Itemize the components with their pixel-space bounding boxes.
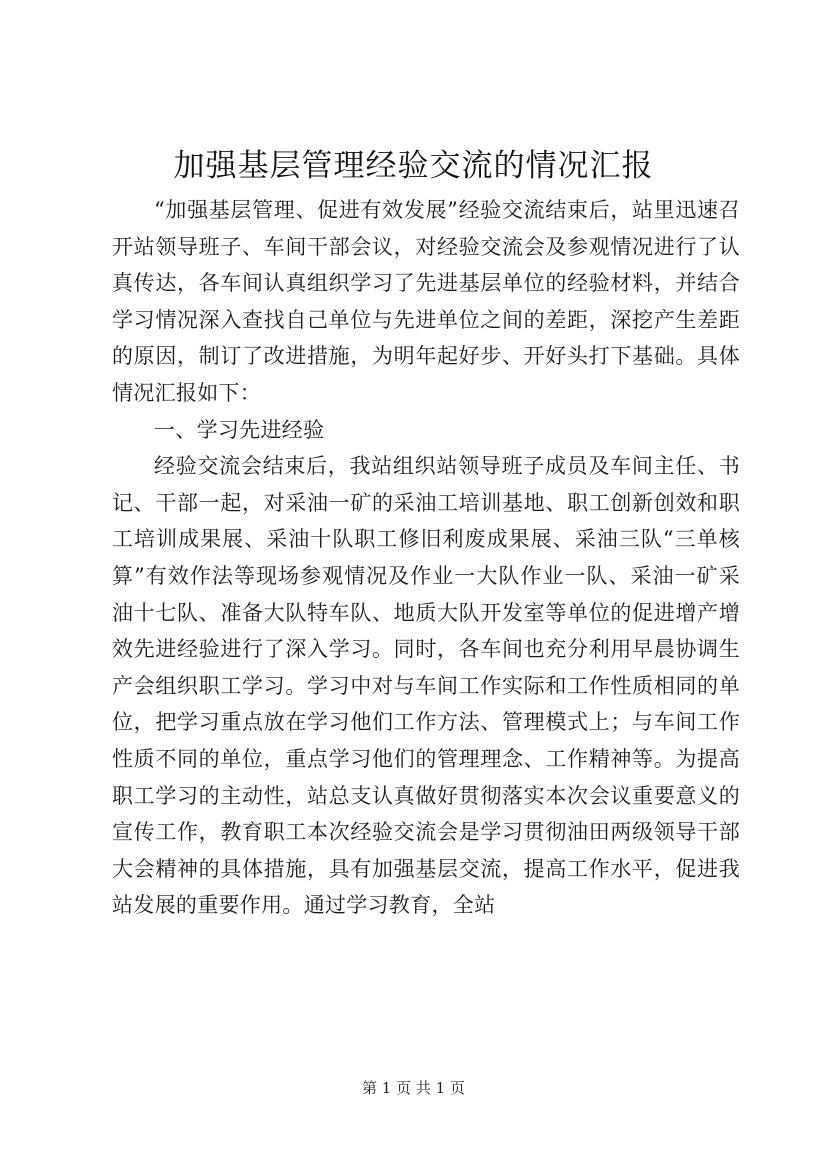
document-body xyxy=(112,192,740,924)
page-number-footer: 第 1 页 共 1 页 xyxy=(362,1079,465,1097)
paragraph-intro: “加强基层管理、促进有效发展”经验交流结束后，站里迅速召开站领导班子、车间干部会议，对经验交流会及参观情况进行了认真传达，各车间认真组织学习了先进基层单位的经验材料，并结合学习情况深入查找自己单位与先进单位之间的差距，深挖产生差距的原因，制订了改进措施，为明年起好步、开好头打下基础。具体情况汇报如下： xyxy=(112,198,740,405)
document-title: 加强基层管理经验交流的情况汇报 xyxy=(173,148,654,184)
section-heading-1: 一、学习先进经验 xyxy=(154,417,325,442)
paragraph-learning: 经验交流会结束后，我站组织站领导班子成员及车间主任、书记、干部一起，对采油一矿的采油工培训基地、职工创新创效和职工培训成果展、采油十队职工修旧利废成果展、采油三队“三单核算”有效作法等现场参观情况及作业一大队作业一队、采油一矿采油十七队、准备大队特车队、地质大队开发室等单位的促进增产增效先进经验进行了深入学习。同时，各车间也充分利用早晨协调生产会组织职工学习。学习中对与车间工作实际和工作性质相同的单位，把学习重点放在学习他们工作方法、管理模式上；与车间工作性质不同的单位，重点学习他们的管理理念、工作精神等。为提高职工学习的主动性，站总支认真做好贯彻落实本次会议重要意义的宣传工作，教育职工本次经验交流会是学习贯彻油田两级领导干部大会精神的具体措施，具有加强基层交流，提高工作水平，促进我站发展的重要作用。通过学习教育，全站 xyxy=(112,454,740,918)
